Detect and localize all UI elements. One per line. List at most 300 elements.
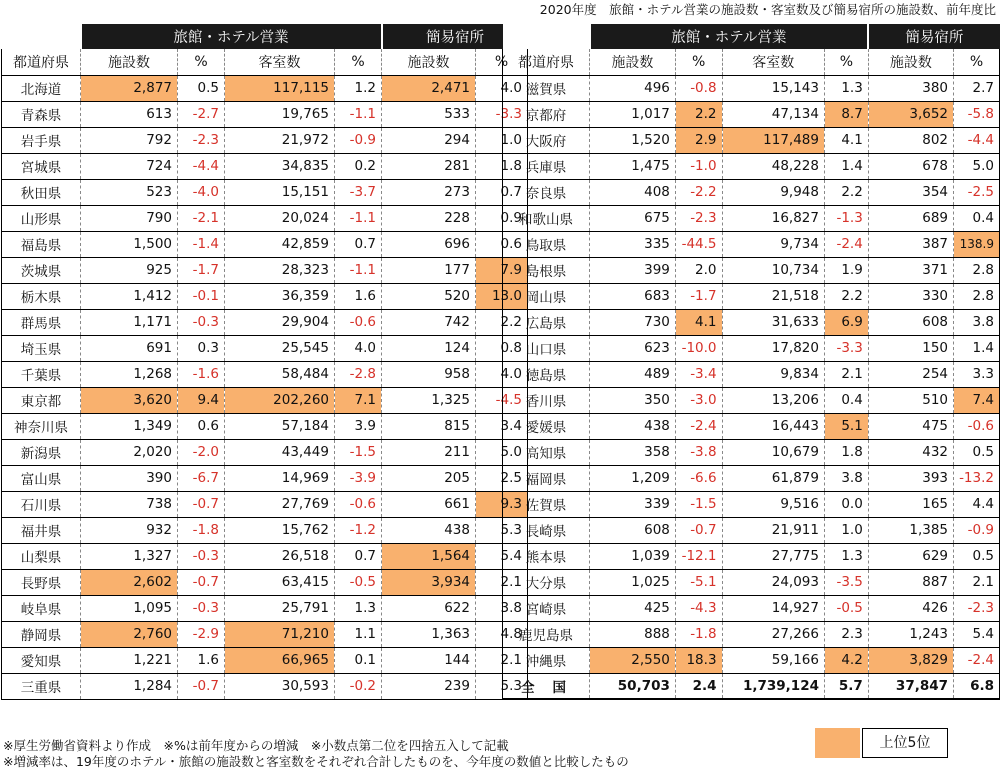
kani-facilities-cell: 3,652: [868, 101, 953, 127]
rooms-pct-cell: -0.6: [335, 309, 382, 335]
facilities-cell: 50,703: [590, 673, 676, 699]
kani-pct-cell: 2.8: [954, 257, 1000, 283]
rooms-pct-cell: -3.5: [824, 569, 868, 595]
facilities-cell: 888: [590, 621, 676, 647]
rooms-pct-cell: -1.5: [335, 439, 382, 465]
facilities-pct-cell: -1.6: [178, 361, 225, 387]
rooms-cell: 27,769: [225, 491, 335, 517]
rooms-pct-cell: -1.3: [824, 205, 868, 231]
table-row: [2, 673, 528, 699]
kani-facilities-cell: 254: [868, 361, 953, 387]
rooms-pct-cell: -0.2: [335, 673, 382, 699]
kani-facilities-cell: 629: [868, 543, 953, 569]
rooms-cell: 15,143: [722, 75, 824, 101]
kani-pct-cell: 3.4: [476, 413, 528, 439]
facilities-cell: 675: [590, 205, 676, 231]
kani-facilities-cell: 1,385: [868, 517, 953, 543]
table-row: [503, 543, 1000, 569]
facilities-pct-cell: -1.8: [675, 621, 722, 647]
facilities-pct-cell: -4.0: [178, 179, 225, 205]
rooms-pct-cell: 0.2: [335, 153, 382, 179]
table-row: [2, 543, 528, 569]
rooms-cell: 66,965: [225, 647, 335, 673]
kani-pct-cell: 0.5: [954, 543, 1000, 569]
facilities-pct-cell: -2.2: [675, 179, 722, 205]
kani-pct-cell: 0.8: [476, 335, 528, 361]
facilities-pct-cell: -4.3: [675, 595, 722, 621]
col-header-rooms: 客室数: [722, 49, 824, 75]
pref-cell: 長崎県: [503, 517, 590, 543]
facilities-pct-cell: -4.4: [178, 153, 225, 179]
kani-pct-cell: 0.5: [954, 439, 1000, 465]
kani-facilities-cell: 144: [382, 647, 476, 673]
rooms-pct-cell: 2.2: [824, 179, 868, 205]
facilities-pct-cell: -2.1: [178, 205, 225, 231]
rooms-cell: 117,489: [722, 127, 824, 153]
table-row: [503, 127, 1000, 153]
rooms-pct-cell: 1.9: [824, 257, 868, 283]
rooms-pct-cell: 1.4: [824, 153, 868, 179]
facilities-pct-cell: 2.4: [675, 673, 722, 699]
pref-cell: 鳥取県: [503, 231, 590, 257]
header-blank: [503, 24, 590, 49]
rooms-pct-cell: -2.4: [824, 231, 868, 257]
col-header-kani-facilities: 施設数: [868, 49, 953, 75]
kani-pct-cell: 138.9: [954, 231, 1000, 257]
rooms-pct-cell: 8.7: [824, 101, 868, 127]
pref-cell: 埼玉県: [2, 335, 81, 361]
kani-pct-cell: -2.5: [954, 179, 1000, 205]
rooms-pct-cell: 0.1: [335, 647, 382, 673]
table-row: [2, 309, 528, 335]
rooms-pct-cell: 1.3: [335, 595, 382, 621]
facilities-pct-cell: -6.6: [675, 465, 722, 491]
rooms-pct-cell: 1.3: [824, 543, 868, 569]
rooms-pct-cell: 2.3: [824, 621, 868, 647]
kani-pct-cell: 5.0: [476, 439, 528, 465]
rooms-pct-cell: -0.6: [335, 491, 382, 517]
facilities-pct-cell: -0.3: [178, 595, 225, 621]
table-row: [503, 673, 1000, 699]
rooms-cell: 10,679: [722, 439, 824, 465]
group-header-ryokan: 旅館・ホテル営業: [81, 24, 382, 49]
table-row: [503, 413, 1000, 439]
table-row: [2, 569, 528, 595]
rooms-pct-cell: 6.9: [824, 309, 868, 335]
table-row: [503, 647, 1000, 673]
facilities-cell: 623: [590, 335, 676, 361]
kani-pct-cell: -0.6: [954, 413, 1000, 439]
pref-cell: 福岡県: [503, 465, 590, 491]
rooms-pct-cell: 0.0: [824, 491, 868, 517]
pref-cell: 京都府: [503, 101, 590, 127]
rooms-cell: 25,545: [225, 335, 335, 361]
group-header-kani: 簡易宿所: [868, 24, 999, 49]
kani-facilities-cell: 211: [382, 439, 476, 465]
facilities-cell: 1,209: [590, 465, 676, 491]
facilities-pct-cell: -0.3: [178, 309, 225, 335]
table-row: [2, 101, 528, 127]
facilities-cell: 1,221: [81, 647, 178, 673]
kani-pct-cell: 7.4: [954, 387, 1000, 413]
kani-facilities-cell: 37,847: [868, 673, 953, 699]
kani-pct-cell: 0.9: [476, 205, 528, 231]
kani-facilities-cell: 696: [382, 231, 476, 257]
kani-facilities-cell: 1,363: [382, 621, 476, 647]
facilities-cell: 1,171: [81, 309, 178, 335]
kani-facilities-cell: 661: [382, 491, 476, 517]
group-header-ryokan: 旅館・ホテル営業: [590, 24, 869, 49]
pref-cell: 青森県: [2, 101, 81, 127]
rooms-pct-cell: -2.8: [335, 361, 382, 387]
rooms-cell: 61,879: [722, 465, 824, 491]
facilities-cell: 2,550: [590, 647, 676, 673]
facilities-pct-cell: -2.3: [675, 205, 722, 231]
table-row: [2, 283, 528, 309]
kani-pct-cell: 1.0: [476, 127, 528, 153]
facilities-pct-cell: 1.6: [178, 647, 225, 673]
rooms-pct-cell: -0.5: [335, 569, 382, 595]
kani-pct-cell: -3.3: [476, 101, 528, 127]
table-row: [2, 465, 528, 491]
footnote: ※厚生労働省資料より作成 ※%は前年度からの増減 ※小数点第二位を四捨五入して記載: [3, 738, 509, 753]
kani-pct-cell: 2.1: [954, 569, 1000, 595]
rooms-pct-cell: -0.9: [335, 127, 382, 153]
facilities-cell: 1,475: [590, 153, 676, 179]
facilities-cell: 683: [590, 283, 676, 309]
kani-pct-cell: 2.8: [954, 283, 1000, 309]
col-header-pct: %: [335, 49, 382, 75]
rooms-cell: 20,024: [225, 205, 335, 231]
kani-facilities-cell: 393: [868, 465, 953, 491]
facilities-cell: 1,349: [81, 413, 178, 439]
kani-pct-cell: -0.9: [954, 517, 1000, 543]
kani-facilities-cell: 281: [382, 153, 476, 179]
rooms-pct-cell: 4.2: [824, 647, 868, 673]
rooms-pct-cell: 0.7: [335, 231, 382, 257]
kani-pct-cell: 4.0: [476, 361, 528, 387]
facilities-cell: 390: [81, 465, 178, 491]
kani-facilities-cell: 371: [868, 257, 953, 283]
kani-pct-cell: -4.4: [954, 127, 1000, 153]
table-right: [502, 24, 1000, 700]
rooms-pct-cell: 3.8: [824, 465, 868, 491]
rooms-cell: 9,734: [722, 231, 824, 257]
rooms-pct-cell: 4.1: [824, 127, 868, 153]
table-row: [2, 335, 528, 361]
rooms-pct-cell: 5.1: [824, 413, 868, 439]
table-row: [2, 595, 528, 621]
pref-cell: 長野県: [2, 569, 81, 595]
col-header-kani-facilities: 施設数: [382, 49, 476, 75]
facilities-cell: 790: [81, 205, 178, 231]
table-row: [2, 75, 528, 101]
kani-pct-cell: 0.6: [476, 231, 528, 257]
rooms-pct-cell: 1.6: [335, 283, 382, 309]
table-row: [503, 595, 1000, 621]
kani-facilities-cell: 678: [868, 153, 953, 179]
kani-facilities-cell: 510: [868, 387, 953, 413]
facilities-cell: 2,760: [81, 621, 178, 647]
kani-facilities-cell: 426: [868, 595, 953, 621]
pref-cell: 三重県: [2, 673, 81, 699]
facilities-pct-cell: -2.4: [675, 413, 722, 439]
rooms-pct-cell: -3.9: [335, 465, 382, 491]
kani-facilities-cell: 387: [868, 231, 953, 257]
kani-pct-cell: 5.0: [954, 153, 1000, 179]
rooms-cell: 29,904: [225, 309, 335, 335]
kani-pct-cell: 5.3: [476, 673, 528, 699]
pref-cell: 沖縄県: [503, 647, 590, 673]
facilities-cell: 792: [81, 127, 178, 153]
kani-pct-cell: 5.4: [954, 621, 1000, 647]
table-row: [503, 309, 1000, 335]
rooms-pct-cell: 4.0: [335, 335, 382, 361]
rooms-cell: 117,115: [225, 75, 335, 101]
rooms-cell: 27,775: [722, 543, 824, 569]
rooms-cell: 34,835: [225, 153, 335, 179]
col-header-pct: %: [178, 49, 225, 75]
pref-cell: 高知県: [503, 439, 590, 465]
kani-facilities-cell: 354: [868, 179, 953, 205]
table-row: [503, 153, 1000, 179]
pref-cell: 東京都: [2, 387, 81, 413]
facilities-cell: 496: [590, 75, 676, 101]
table-row: [2, 127, 528, 153]
rooms-cell: 10,734: [722, 257, 824, 283]
rooms-cell: 17,820: [722, 335, 824, 361]
table-row: [503, 205, 1000, 231]
table-row: [2, 439, 528, 465]
col-header-facilities: 施設数: [590, 49, 676, 75]
facilities-pct-cell: -0.7: [178, 491, 225, 517]
rooms-cell: 19,765: [225, 101, 335, 127]
kani-facilities-cell: 533: [382, 101, 476, 127]
facilities-pct-cell: -1.7: [675, 283, 722, 309]
kani-facilities-cell: 432: [868, 439, 953, 465]
facilities-pct-cell: -0.8: [675, 75, 722, 101]
facilities-cell: 425: [590, 595, 676, 621]
facilities-pct-cell: -1.7: [178, 257, 225, 283]
kani-facilities-cell: 273: [382, 179, 476, 205]
pref-cell: 大阪府: [503, 127, 590, 153]
rooms-pct-cell: 7.1: [335, 387, 382, 413]
kani-pct-cell: 4.8: [476, 621, 528, 647]
header-blank: [2, 24, 81, 49]
facilities-cell: 1,268: [81, 361, 178, 387]
kani-facilities-cell: 150: [868, 335, 953, 361]
pref-cell: 和歌山県: [503, 205, 590, 231]
facilities-cell: 724: [81, 153, 178, 179]
kani-facilities-cell: 380: [868, 75, 953, 101]
kani-facilities-cell: 3,829: [868, 647, 953, 673]
pref-cell: 愛知県: [2, 647, 81, 673]
facilities-pct-cell: -44.5: [675, 231, 722, 257]
facilities-cell: 2,602: [81, 569, 178, 595]
kani-pct-cell: 1.4: [954, 335, 1000, 361]
kani-facilities-cell: 239: [382, 673, 476, 699]
kani-pct-cell: 13.0: [476, 283, 528, 309]
facilities-pct-cell: -2.7: [178, 101, 225, 127]
facilities-pct-cell: 0.3: [178, 335, 225, 361]
table-row: [2, 647, 528, 673]
rooms-cell: 16,827: [722, 205, 824, 231]
col-header-pref: 都道府県: [503, 49, 590, 75]
kani-pct-cell: 9.3: [476, 491, 528, 517]
facilities-cell: 691: [81, 335, 178, 361]
facilities-pct-cell: -1.4: [178, 231, 225, 257]
pref-cell: 北海道: [2, 75, 81, 101]
kani-pct-cell: 0.4: [954, 205, 1000, 231]
table-row: [503, 569, 1000, 595]
rooms-pct-cell: 2.2: [824, 283, 868, 309]
table-row: [503, 387, 1000, 413]
facilities-cell: 335: [590, 231, 676, 257]
table-row: [503, 231, 1000, 257]
kani-facilities-cell: 887: [868, 569, 953, 595]
facilities-pct-cell: -3.0: [675, 387, 722, 413]
pref-cell: 岡山県: [503, 283, 590, 309]
rooms-cell: 71,210: [225, 621, 335, 647]
pref-cell: 千葉県: [2, 361, 81, 387]
pref-cell: 栃木県: [2, 283, 81, 309]
rooms-cell: 28,323: [225, 257, 335, 283]
table-row: [503, 75, 1000, 101]
facilities-pct-cell: -1.5: [675, 491, 722, 517]
pref-cell: 島根県: [503, 257, 590, 283]
kani-facilities-cell: 689: [868, 205, 953, 231]
kani-pct-cell: 0.7: [476, 179, 528, 205]
facilities-cell: 358: [590, 439, 676, 465]
facilities-cell: 613: [81, 101, 178, 127]
pref-cell: 奈良県: [503, 179, 590, 205]
rooms-pct-cell: 1.1: [335, 621, 382, 647]
kani-facilities-cell: 520: [382, 283, 476, 309]
kani-facilities-cell: 1,243: [868, 621, 953, 647]
kani-pct-cell: 4.4: [954, 491, 1000, 517]
facilities-pct-cell: 0.6: [178, 413, 225, 439]
legend-swatch: [815, 728, 860, 758]
kani-pct-cell: 4.0: [476, 75, 528, 101]
pref-cell: 富山県: [2, 465, 81, 491]
facilities-cell: 1,017: [590, 101, 676, 127]
pref-cell: 広島県: [503, 309, 590, 335]
pref-cell: 兵庫県: [503, 153, 590, 179]
rooms-cell: 31,633: [722, 309, 824, 335]
kani-pct-cell: 3.8: [476, 595, 528, 621]
facilities-cell: 350: [590, 387, 676, 413]
rooms-pct-cell: 3.9: [335, 413, 382, 439]
table-row: [2, 179, 528, 205]
kani-facilities-cell: 742: [382, 309, 476, 335]
facilities-pct-cell: 9.4: [178, 387, 225, 413]
table-row: [503, 283, 1000, 309]
facilities-pct-cell: -3.8: [675, 439, 722, 465]
table-row: [503, 335, 1000, 361]
facilities-cell: 1,327: [81, 543, 178, 569]
facilities-pct-cell: 4.1: [675, 309, 722, 335]
rooms-cell: 26,518: [225, 543, 335, 569]
table-row: [503, 361, 1000, 387]
facilities-pct-cell: 2.9: [675, 127, 722, 153]
kani-pct-cell: 2.2: [476, 309, 528, 335]
facilities-cell: 1,025: [590, 569, 676, 595]
table-row: [2, 205, 528, 231]
rooms-cell: 14,969: [225, 465, 335, 491]
facilities-cell: 608: [590, 517, 676, 543]
facilities-cell: 1,412: [81, 283, 178, 309]
group-header-kani: 簡易宿所: [382, 24, 528, 49]
rooms-cell: 27,266: [722, 621, 824, 647]
rooms-cell: 14,927: [722, 595, 824, 621]
facilities-pct-cell: -6.7: [178, 465, 225, 491]
rooms-pct-cell: 2.1: [824, 361, 868, 387]
table-row: [503, 101, 1000, 127]
rooms-pct-cell: -0.5: [824, 595, 868, 621]
rooms-cell: 9,516: [722, 491, 824, 517]
facilities-cell: 1,500: [81, 231, 178, 257]
col-header-pct: %: [824, 49, 868, 75]
pref-cell: 滋賀県: [503, 75, 590, 101]
facilities-pct-cell: -5.1: [675, 569, 722, 595]
facilities-cell: 1,284: [81, 673, 178, 699]
pref-cell: 山形県: [2, 205, 81, 231]
table-row: [2, 517, 528, 543]
table-row: [503, 465, 1000, 491]
rooms-cell: 16,443: [722, 413, 824, 439]
kani-pct-cell: 6.8: [954, 673, 1000, 699]
kani-facilities-cell: 294: [382, 127, 476, 153]
col-header-pct: %: [954, 49, 1000, 75]
rooms-cell: 202,260: [225, 387, 335, 413]
kani-facilities-cell: 124: [382, 335, 476, 361]
pref-cell: 秋田県: [2, 179, 81, 205]
rooms-cell: 57,184: [225, 413, 335, 439]
facilities-pct-cell: -0.1: [178, 283, 225, 309]
kani-pct-cell: 2.5: [476, 465, 528, 491]
table-row: [2, 153, 528, 179]
rooms-cell: 42,859: [225, 231, 335, 257]
col-header-rooms: 客室数: [225, 49, 335, 75]
rooms-cell: 58,484: [225, 361, 335, 387]
table-row: [2, 413, 528, 439]
kani-facilities-cell: 815: [382, 413, 476, 439]
kani-pct-cell: 7.9: [476, 257, 528, 283]
facilities-cell: 438: [590, 413, 676, 439]
rooms-pct-cell: -1.1: [335, 257, 382, 283]
pref-cell: 愛媛県: [503, 413, 590, 439]
kani-facilities-cell: 177: [382, 257, 476, 283]
table-row: [2, 361, 528, 387]
table-row: [2, 231, 528, 257]
pref-cell: 群馬県: [2, 309, 81, 335]
rooms-cell: 13,206: [722, 387, 824, 413]
facilities-pct-cell: 2.0: [675, 257, 722, 283]
kani-facilities-cell: 1,564: [382, 543, 476, 569]
col-header-pct: %: [476, 49, 528, 75]
pref-cell: 大分県: [503, 569, 590, 595]
facilities-cell: 339: [590, 491, 676, 517]
kani-facilities-cell: 3,934: [382, 569, 476, 595]
pref-cell: 徳島県: [503, 361, 590, 387]
facilities-pct-cell: -0.7: [675, 517, 722, 543]
rooms-pct-cell: 1.8: [824, 439, 868, 465]
table-row: [2, 387, 528, 413]
pref-cell: 宮城県: [2, 153, 81, 179]
col-header-facilities: 施設数: [81, 49, 178, 75]
rooms-cell: 1,739,124: [722, 673, 824, 699]
rooms-cell: 15,151: [225, 179, 335, 205]
